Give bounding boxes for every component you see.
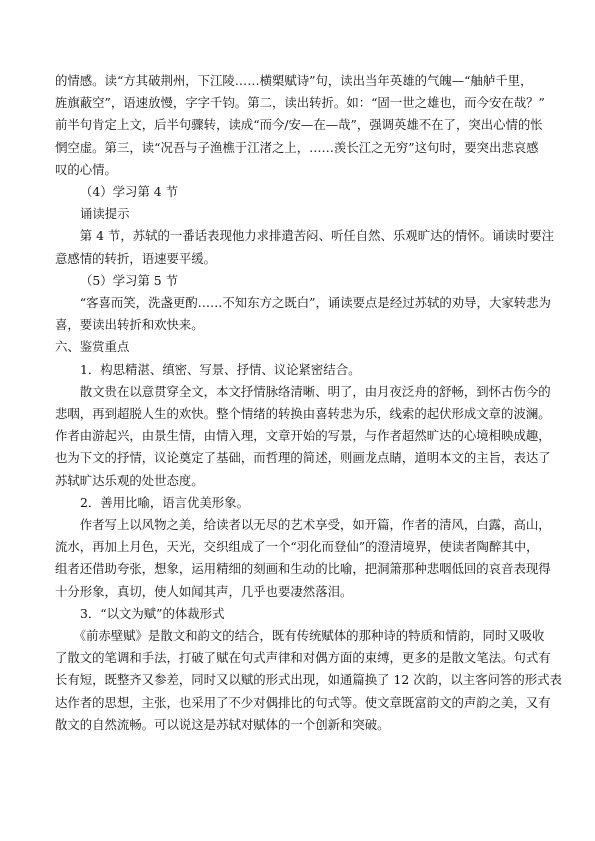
paragraph bbox=[55, 359, 545, 381]
text-line: （5）学习第 5 节 bbox=[80, 272, 178, 288]
text-line: 惘空虚。第三，读“况吾与子渔樵于江渚之上，……羡长江之无穷”这句时，要突出悲哀感 bbox=[55, 139, 539, 155]
text-line: 前半句肯定上文，后半句骤转，读成“而今/安—在—哉”，强调英雄不在了，突出心情的怅 bbox=[55, 117, 543, 133]
text-line: （4）学习第 4 节 bbox=[80, 184, 178, 200]
text-line: 诵读提示 bbox=[80, 206, 130, 222]
text-line: 六、鉴赏重点 bbox=[55, 339, 130, 355]
text-line: 达作者的思想，主张，也采用了不少对偶排比的句式等。使文章既富韵文的声韵之美，又有 bbox=[55, 694, 551, 710]
text-line: 喜，要读出转折和欢快来。 bbox=[55, 317, 204, 333]
text-line: 旌旗蔽空”，语速放慢，字字千钧。第二，读出转折。如：“固一世之雄也，而今安在哉？” bbox=[55, 95, 545, 111]
text-line: 叹的心情。 bbox=[55, 161, 117, 177]
paragraph bbox=[55, 203, 545, 225]
paragraph bbox=[55, 514, 551, 603]
text-line: 也为下文的抒情，议论奠定了基础，而哲理的简述，则画龙点睛，道明本文的主旨，表达了 bbox=[55, 450, 551, 466]
text-line: 十分形象，真切，使人如闻其声，几乎也要凄然落泪。 bbox=[55, 583, 353, 599]
text-line: 第 4 节，苏轼的一番话表现他力求排遣苦闷、听任自然、乐观旷达的情怀。诵读时要注 bbox=[55, 228, 554, 244]
text-line: 的情感。读“方其破荆州，下江陵……横槊赋诗”句，读出当年英雄的气魄—“舳舻千里， bbox=[55, 73, 533, 88]
text-line: 散文贵在以意贯穿全文，本文抒情脉络清晰、明了，由月夜泛舟的舒畅，到怀古伤今的 bbox=[55, 383, 551, 399]
text-line: 《前赤壁赋》是散文和韵文的结合，既有传统赋体的那种诗的特质和情韵，同时又吸收 bbox=[55, 628, 545, 644]
paragraph bbox=[55, 336, 545, 358]
text-line: 了散文的笔调和手法，打破了赋在句式声律和对偶方面的束缚，更多的是散文笔法。句式有 bbox=[55, 650, 551, 666]
paragraph bbox=[55, 381, 551, 492]
text-line: 3．“以文为赋”的体裁形式 bbox=[80, 605, 225, 621]
text-line: 组者还借助夸张，想象，运用精细的刻画和生动的比喻，把洞箫那种悲咽低回的哀音表现得 bbox=[55, 561, 551, 577]
text-line: 散文的自然流畅。可以说这是苏轼对赋体的一个创新和突破。 bbox=[55, 716, 390, 732]
text-line: 作者由游起兴，由景生情，由情入理，文章开始的写景，与作者超然旷达的心境相映成趣， bbox=[55, 428, 551, 444]
paragraph bbox=[55, 292, 551, 336]
paragraph bbox=[55, 492, 545, 514]
text-line: 作者写上以风物之美，给读者以无尽的艺术享受，如开篇，作者的清风，白露，高山， bbox=[55, 517, 551, 533]
paragraph bbox=[55, 225, 554, 269]
text-line: 1．构思精湛、缜密、写景、抒情、议论紧密结合。 bbox=[80, 361, 361, 377]
text-line: 苏轼旷达乐观的处世态度。 bbox=[55, 472, 204, 488]
paragraph bbox=[55, 625, 562, 736]
text-line: 长有短，既整齐又参差，同时又以赋的形式出现，如通篇换了 12 次韵，以主客问答的形式表 bbox=[55, 672, 562, 688]
text-line: 2．善用比喻，语言优美形象。 bbox=[80, 494, 249, 510]
paragraph bbox=[55, 181, 545, 203]
paragraph bbox=[55, 70, 545, 181]
text-line: “客喜而笑，洗盏更酌……不知东方之既白”，诵读要点是经过苏轼的劝导，大家转悲为 bbox=[55, 295, 551, 311]
text-line: 意感情的转折，语速要平缓。 bbox=[55, 250, 217, 266]
text-line: 悲咽，再到超脱人生的欢快。整个情绪的转换由喜转悲为乐，线索的起伏形成文章的波澜。 bbox=[55, 406, 551, 422]
paragraph bbox=[55, 270, 545, 292]
paragraph bbox=[55, 603, 545, 625]
text-line: 流水，再加上月色，天光，交织组成了一个“羽化而登仙”的澄清境界，使读者陶醉其中， bbox=[55, 539, 539, 555]
